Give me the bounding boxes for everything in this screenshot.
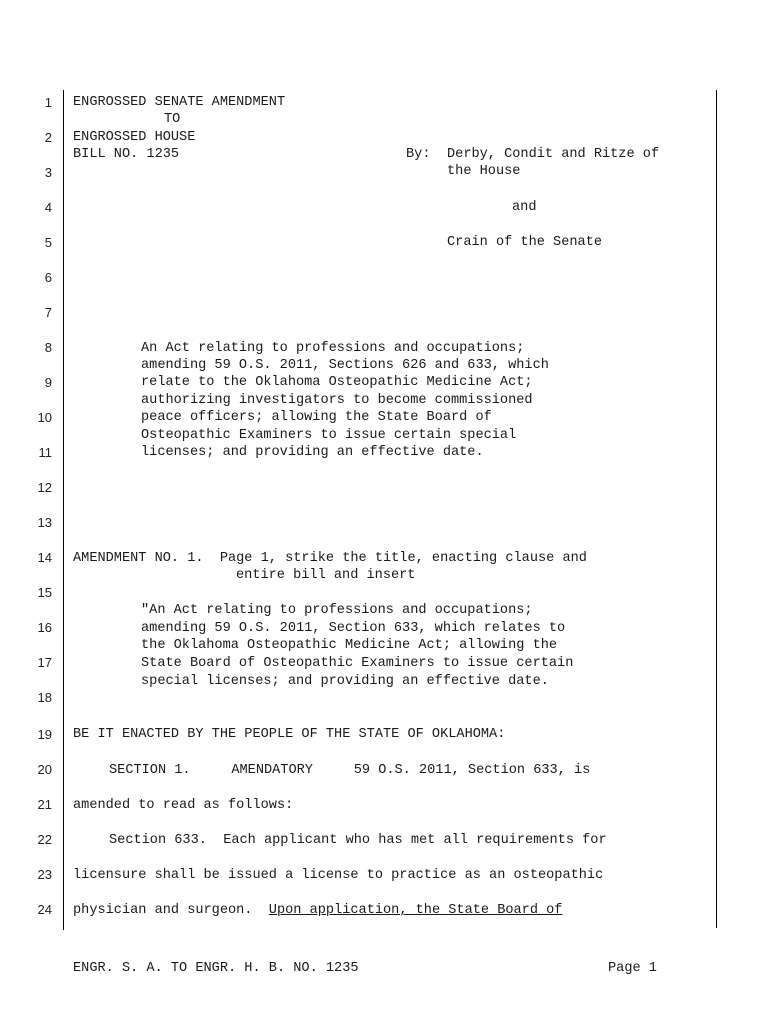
line-number: 4	[44, 200, 52, 215]
section-heading: SECTION 1. AMENDATORY 59 O.S. 2011, Section 633, is	[109, 763, 591, 778]
line-number: 10	[37, 410, 52, 425]
header-line: ENGROSSED HOUSE	[73, 130, 196, 145]
line-number: 22	[37, 832, 52, 847]
line-number: 13	[37, 515, 52, 530]
line-number: 19	[37, 727, 52, 742]
page-number: Page 1	[608, 961, 657, 976]
line-number: 9	[44, 375, 52, 390]
senate-author: Crain of the Senate	[447, 235, 602, 250]
line-number: 2	[44, 130, 52, 145]
title-line: authorizing investigators to become commissioned	[141, 393, 533, 408]
body-line: Section 633. Each applicant who has met all requirements for	[109, 833, 607, 848]
line-number: 3	[44, 165, 52, 180]
header-line: ENGROSSED SENATE AMENDMENT	[73, 95, 286, 110]
line-number: 5	[44, 235, 52, 250]
bill-number: BILL NO. 1235	[73, 147, 180, 162]
amendment-line: AMENDMENT NO. 1. Page 1, strike the title, enacting clause and	[73, 551, 587, 566]
title-line: relate to the Oklahoma Osteopathic Medicine Act;	[141, 375, 533, 390]
line-number: 11	[38, 445, 52, 460]
title-line: peace officers; allowing the State Board of	[141, 410, 492, 425]
house-authors: Derby, Condit and Ritze of	[447, 147, 660, 162]
body-line: amended to read as follows:	[73, 798, 294, 813]
header-line: TO	[164, 112, 181, 127]
line-number: 7	[44, 305, 52, 320]
line-number: 6	[44, 270, 52, 285]
enacting-clause: BE IT ENACTED BY THE PEOPLE OF THE STATE OF OKLAHOMA:	[73, 727, 506, 742]
line-number: 20	[37, 762, 52, 777]
body-text-plain: physician and surgeon.	[73, 903, 269, 918]
line-number: 24	[37, 902, 52, 917]
footer-bill-ref: ENGR. S. A. TO ENGR. H. B. NO. 1235	[73, 961, 359, 976]
title-line: Osteopathic Examiners to issue certain special	[141, 428, 517, 443]
line-number: 12	[37, 480, 52, 495]
by-label: By:	[406, 147, 431, 162]
line-number: 1	[44, 95, 52, 110]
line-number: 21	[37, 797, 52, 812]
right-margin-rule	[716, 90, 717, 928]
new-title-line: amending 59 O.S. 2011, Section 633, which relates to	[141, 621, 566, 636]
new-title-line: the Oklahoma Osteopathic Medicine Act; allowing the	[141, 638, 558, 653]
line-number: 23	[37, 867, 52, 882]
body-line	[73, 902, 562, 920]
title-line: amending 59 O.S. 2011, Sections 626 and 633, which	[141, 358, 549, 373]
line-number: 8	[44, 340, 52, 355]
left-margin-rule	[63, 90, 64, 930]
title-line: An Act relating to professions and occupations;	[141, 341, 525, 356]
amendment-line: entire bill and insert	[236, 568, 416, 583]
line-number: 14	[37, 550, 52, 565]
new-title-line: "An Act relating to professions and occupations;	[141, 603, 533, 618]
title-line: licenses; and providing an effective date.	[141, 445, 484, 460]
body-text-underlined: Upon application, the State Board of	[268, 903, 563, 918]
line-number: 15	[37, 585, 52, 600]
house-authors-cont: the House	[447, 164, 521, 179]
new-title-line: special licenses; and providing an effective date.	[141, 674, 549, 689]
body-line: licensure shall be issued a license to practice as an osteopathic	[73, 868, 604, 883]
line-number: 16	[37, 620, 52, 635]
line-number: 17	[37, 655, 52, 670]
new-title-line: State Board of Osteopathic Examiners to issue certain	[141, 656, 574, 671]
line-number: 18	[37, 690, 52, 705]
and-text: and	[512, 200, 537, 215]
